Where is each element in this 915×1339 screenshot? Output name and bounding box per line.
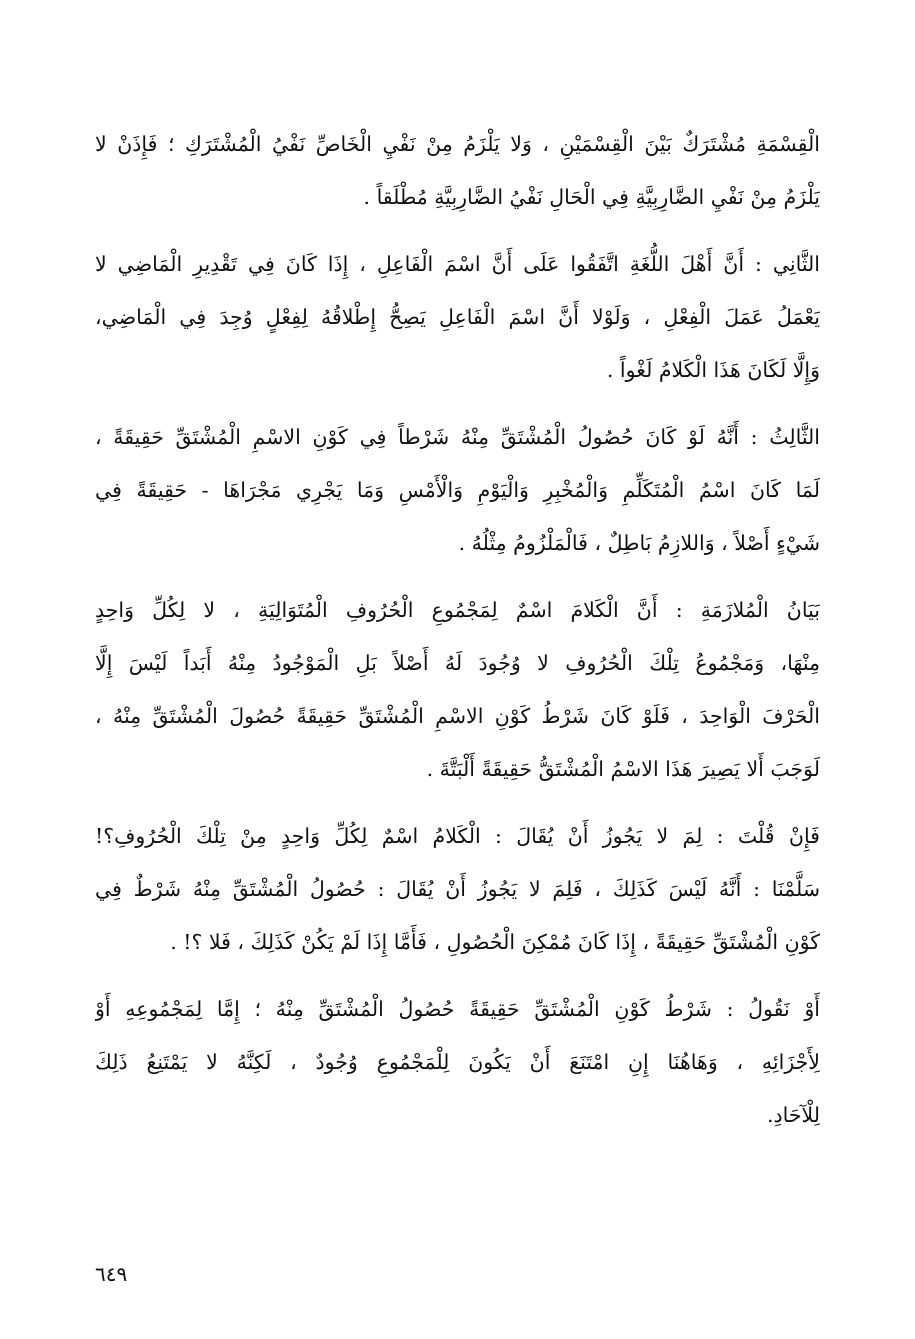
text-line: لِلْآحَادِ. [766,1103,820,1127]
text-line: لِأَجْزَائِهِ ، وَهَاهُنَا إِنِ امْتَنَعَ أَنْ يَكُونَ لِلْمَجْمُوعِ وُجُودٌ ، لَكِنَّهُ لا يَمْتَنِعُ ذَلِكَ [95,1050,820,1074]
paragraph-4 [95,584,820,796]
text-line: فَإِنْ قُلْتَ : لِمَ لا يَجُوزُ أَنْ يُقَالَ : الْكَلامُ اسْمٌ لِكُلِّ وَاحِدٍ مِنْ تِلْكَ الْحُرُوفِ؟! [95,824,820,848]
text-line: كَوْنِ الْمُشْتَقِّ حَقِيقَةً ، إِذَا كَانَ مُمْكِنَ الْحُصُولِ ، فَأَمَّا إِذَا لَمْ يَكُنْ كَذَلِكَ ، فَلا ؟! . [170,930,820,954]
text-line: لَمَا كَانَ اسْمُ الْمُتَكَلِّمِ وَالْمُخْبِرِ وَالْيَوْمِ وَالْأَمْسِ وَمَا يَجْرِي مَجْرَاهَا - حَقِيقَةً فِي [95,478,820,502]
paragraph-6 [95,983,820,1142]
text-line: مِنْهَا، وَمَجْمُوعُ تِلْكَ الْحُرُوفِ لا وُجُودَ لَهُ أَصْلاً بَلِ الْمَوْجُودُ مِنْهُ أَبَداً لَيْسَ إِلَّا [95,651,820,675]
text-line: يَعْمَلُ عَمَلَ الْفِعْلِ ، وَلَوْلا أَنَّ اسْمَ الْفَاعِلِ يَصِحُّ إِطْلاقُهُ لِفِعْلٍ وُجِدَ فِي الْمَاضِي، [95,305,820,329]
text-line: يَلْزَمُ مِنْ نَفْيِ الضَّارِبِيَّةِ فِي الْحَالِ نَفْيُ الضَّارِبِيَّةِ مُطْلَقاً . [363,185,820,209]
paragraph-2 [95,238,820,397]
text-line: بَيَانُ الْمُلازَمَةِ : أَنَّ الْكَلامَ اسْمٌ لِمَجْمُوعِ الْحُرُوفِ الْمُتَوَالِيَةِ ، لا لِكُلِّ وَاحِدٍ [95,598,820,622]
text-line: الْحَرْفَ الْوَاحِدَ ، فَلَوْ كَانَ شَرْطُ كَوْنِ الاسْمِ الْمُشْتَقِّ حَقِيقَةً حُصُولَ الْمُشْتَقِّ مِنْهُ ، [95,704,820,728]
text-line: شَيْءٍ أَصْلاً ، وَاللازِمُ بَاطِلٌ ، فَالْمَلْزُومُ مِثْلُهُ . [458,531,820,555]
paragraph-1 [95,118,820,224]
text-line: سَلَّمْنَا : أَنَّهُ لَيْسَ كَذَلِكَ ، فَلِمَ لا يَجُوزُ أَنْ يُقَالَ : حُصُولُ الْمُشْتَقِّ مِنْهُ شَرْطٌ فِي [95,877,820,901]
text-line: الثَّالِثُ : أَنَّهُ لَوْ كَانَ حُصُولُ الْمُشْتَقِّ مِنْهُ شَرْطاً فِي كَوْنِ الاسْمِ الْمُشْتَقِّ حَقِيقَةً ، [95,425,820,449]
main-text [95,118,820,1142]
text-line: الْقِسْمَةِ مُشْتَرَكٌ بَيْنَ الْقِسْمَيْنِ ، وَلا يَلْزَمُ مِنْ نَفْيِ الْخَاصِّ نَفْيُ الْمُشْتَرَكِ ؛ فَإِذَنْ لا [95,132,820,156]
text-line: لَوَجَبَ أَلا يَصِيرَ هَذَا الاسْمُ الْمُشْتَقُّ حَقِيقَةً أَلْبَتَّةَ . [426,757,820,781]
paragraph-3 [95,411,820,570]
text-line: وَإِلَّا لَكَانَ هَذَا الْكَلامُ لَغْواً . [606,358,820,382]
text-line: الثَّانِي : أَنَّ أَهْلَ اللُّغَةِ اتَّفَقُوا عَلَى أَنَّ اسْمَ الْفَاعِلِ ، إِذَا كَانَ فِي تَقْدِيرِ الْمَاضِي لا [95,252,820,276]
paragraph-5 [95,810,820,969]
text-line: أَوْ نَقُولُ : شَرْطُ كَوْنِ الْمُشْتَقِّ حَقِيقَةً حُصُولُ الْمُشْتَقِّ مِنْهُ ؛ إِمَّا لِمَجْمُوعِهِ أَوْ [95,997,820,1021]
page-number: ٦٤٩ [95,1262,128,1286]
